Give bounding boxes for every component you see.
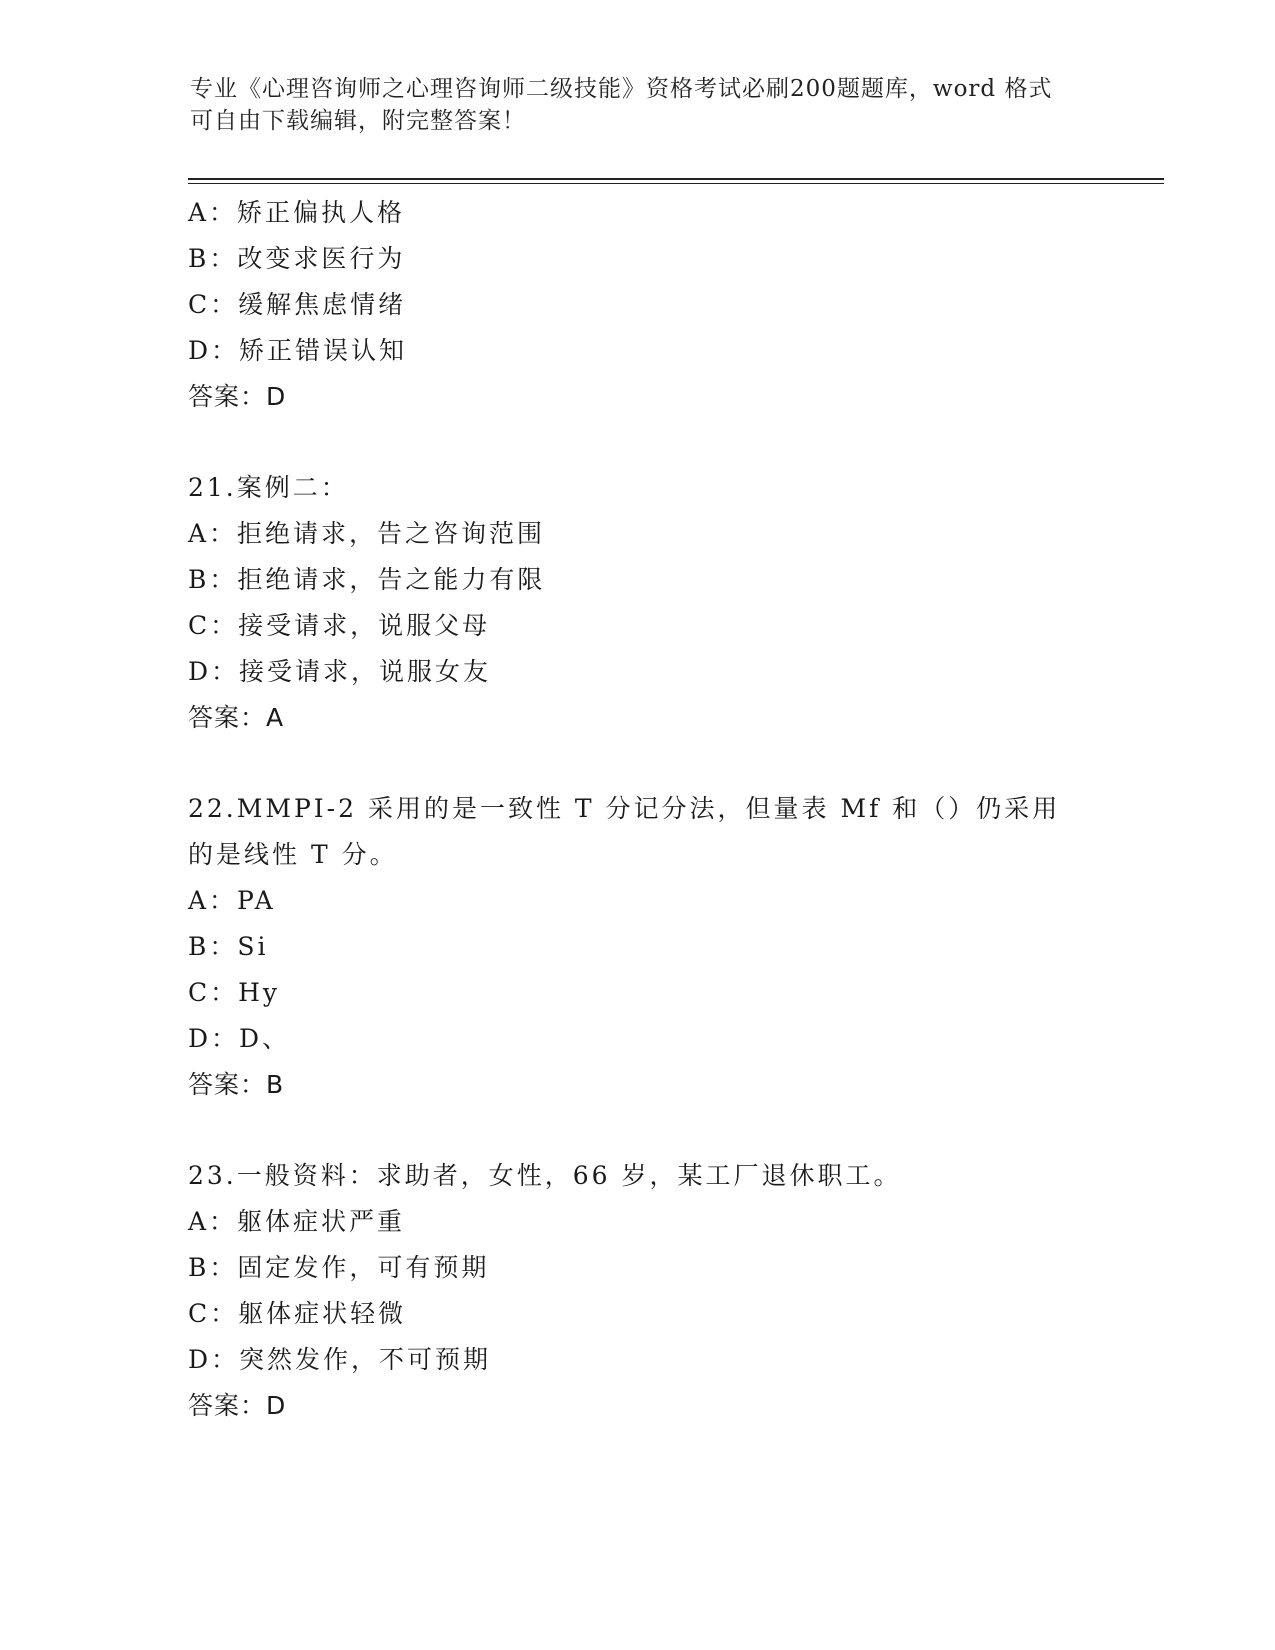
option-d: D：接受请求，说服女友 xyxy=(188,657,492,686)
question-text: 23.一般资料：求助者，女性，66 岁，某工厂退休职工。 xyxy=(188,1161,902,1190)
block-spacer xyxy=(188,1108,1088,1153)
option-c: C：Hy xyxy=(188,978,281,1007)
answer-line: 答案：B xyxy=(188,1070,285,1099)
question-text: 21.案例二： xyxy=(188,473,349,502)
question-list xyxy=(188,190,1088,1429)
block-spacer xyxy=(188,741,1088,786)
option-c: C：缓解焦虑情绪 xyxy=(188,290,407,319)
question-text: 22.MMPI-2 采用的是一致性 T 分记分法，但量表 Mf 和（）仍采用的是线性 T 分。 xyxy=(188,794,1061,869)
option-c: C：躯体症状轻微 xyxy=(188,1299,407,1328)
option-c: C：接受请求，说服父母 xyxy=(188,611,491,640)
option-b: B：改变求医行为 xyxy=(188,244,406,273)
option-b: B：拒绝请求，告之能力有限 xyxy=(188,565,546,594)
answer-line: 答案：A xyxy=(188,703,285,732)
question-block xyxy=(188,786,1088,1108)
header-line-2: 可自由下载编辑，附完整答案！ xyxy=(190,108,526,134)
header-rule-thin xyxy=(188,183,1164,184)
header-line-1: 专业《心理咨询师之心理咨询师二级技能》资格考试必刷200题题库，word 格式 xyxy=(190,76,1053,102)
question-block xyxy=(188,465,1088,741)
option-b: B：Si xyxy=(188,932,269,961)
answer-line: 答案：D xyxy=(188,1391,287,1420)
option-a: A：PA xyxy=(188,886,276,915)
header-rule-thick xyxy=(188,178,1164,180)
option-a: A：矫正偏执人格 xyxy=(188,198,406,227)
option-d: D：矫正错误认知 xyxy=(188,336,408,365)
answer-line: 答案：D xyxy=(188,382,287,411)
option-a: A：躯体症状严重 xyxy=(188,1207,406,1236)
document-header xyxy=(190,73,1090,137)
question-block xyxy=(188,190,1088,420)
option-a: A：拒绝请求，告之咨询范围 xyxy=(188,519,546,548)
block-spacer xyxy=(188,420,1088,465)
option-d: D：突然发作，不可预期 xyxy=(188,1345,492,1374)
question-block xyxy=(188,1153,1088,1429)
option-d: D：D、 xyxy=(188,1024,291,1053)
option-b: B：固定发作，可有预期 xyxy=(188,1253,490,1282)
